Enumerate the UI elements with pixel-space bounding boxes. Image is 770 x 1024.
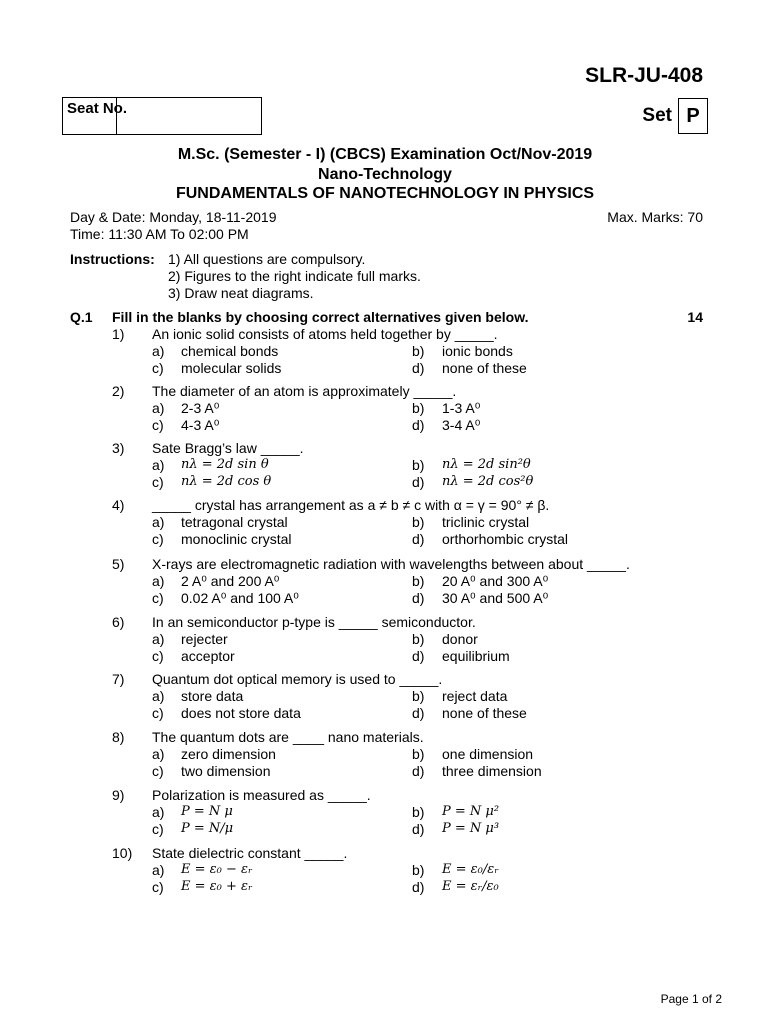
option-text: P = N/μ xyxy=(181,821,234,836)
option-letter: a) xyxy=(152,400,165,416)
page-footer: Page 1 of 2 xyxy=(660,992,722,1006)
option-text: tetragonal crystal xyxy=(181,514,288,530)
option-text: chemical bonds xyxy=(181,343,279,359)
question-text: An ionic solid consists of atoms held together by _____. xyxy=(152,326,498,342)
option-text: P = N μ³ xyxy=(442,821,500,836)
section-marks: 14 xyxy=(687,309,703,325)
option-letter: c) xyxy=(152,590,164,606)
option-letter: a) xyxy=(152,862,165,878)
option-letter: a) xyxy=(152,688,165,704)
instruction-3: 3) Draw neat diagrams. xyxy=(168,285,314,301)
option-letter: d) xyxy=(412,763,425,779)
instruction-1: 1) All questions are compulsory. xyxy=(168,251,366,267)
option-text: zero dimension xyxy=(181,746,276,762)
option-text: P = N μ xyxy=(181,804,233,819)
option-letter: d) xyxy=(412,648,425,664)
option-text: triclinic crystal xyxy=(442,514,530,530)
question-text: State dielectric constant _____. xyxy=(152,845,348,861)
option-text: one dimension xyxy=(442,746,534,762)
question-number: 2) xyxy=(112,383,125,399)
question-text: X-rays are electromagnetic radiation with wavelengths between about _____. xyxy=(152,556,630,572)
option-text: nλ = 2d sin θ xyxy=(181,457,269,472)
option-text: 2-3 A⁰ xyxy=(181,400,220,416)
option-letter: a) xyxy=(152,804,165,820)
option-text: E = ε₀ − εᵣ xyxy=(181,862,253,877)
section-title: Fill in the blanks by choosing correct alternatives given below. xyxy=(112,309,529,325)
option-text: none of these xyxy=(442,705,527,721)
set-label: Set xyxy=(642,105,672,126)
option-letter: c) xyxy=(152,360,164,376)
exam-title: M.Sc. (Semester - I) (CBCS) Examination Oct/Nov-2019 xyxy=(177,146,593,163)
option-letter: a) xyxy=(152,746,165,762)
question-text: Quantum dot optical memory is used to _____. xyxy=(152,671,443,687)
option-letter: b) xyxy=(412,688,425,704)
question-number: 1) xyxy=(112,326,125,342)
option-letter: d) xyxy=(412,705,425,721)
option-letter: a) xyxy=(152,514,165,530)
option-letter: d) xyxy=(412,879,425,895)
exam-time: Time: 11:30 AM To 02:00 PM xyxy=(70,226,249,242)
option-letter: c) xyxy=(152,821,164,837)
question-number: 8) xyxy=(112,729,125,745)
question-number: 6) xyxy=(112,614,125,630)
option-text: store data xyxy=(181,688,244,704)
option-letter: a) xyxy=(152,573,165,589)
option-letter: b) xyxy=(412,343,425,359)
option-text: nλ = 2d cos θ xyxy=(181,474,272,489)
option-text: 1-3 A⁰ xyxy=(442,400,481,416)
option-text: monoclinic crystal xyxy=(181,531,292,547)
option-text: equilibrium xyxy=(442,648,510,664)
option-text: three dimension xyxy=(442,763,542,779)
option-letter: c) xyxy=(152,474,164,490)
option-text: molecular solids xyxy=(181,360,282,376)
option-letter: c) xyxy=(152,763,164,779)
question-number: 7) xyxy=(112,671,125,687)
question-text: Polarization is measured as _____. xyxy=(152,787,371,803)
option-text: ionic bonds xyxy=(442,343,513,359)
option-letter: d) xyxy=(412,590,425,606)
option-letter: b) xyxy=(412,746,425,762)
question-number: 10) xyxy=(112,845,133,861)
option-letter: d) xyxy=(412,417,425,433)
instruction-2: 2) Figures to the right indicate full marks. xyxy=(168,268,421,284)
paper-code: SLR-JU-408 xyxy=(585,64,703,87)
max-marks: Max. Marks: 70 xyxy=(607,209,703,225)
question-text: In an semiconductor p-type is _____ semiconductor. xyxy=(152,614,476,630)
set-indicator xyxy=(642,98,708,134)
question-number: 4) xyxy=(112,497,125,513)
option-text: nλ = 2d cos²θ xyxy=(442,474,534,489)
option-letter: b) xyxy=(412,514,425,530)
question-text: The diameter of an atom is approximately _____. xyxy=(152,383,457,399)
option-text: 2 A⁰ and 200 A⁰ xyxy=(181,573,280,589)
option-letter: c) xyxy=(152,705,164,721)
seat-number-box xyxy=(62,97,262,135)
option-letter: b) xyxy=(412,400,425,416)
option-text: 4-3 A⁰ xyxy=(181,417,220,433)
option-letter: b) xyxy=(412,457,425,473)
seat-label: Seat No. xyxy=(63,98,117,134)
question-number: 9) xyxy=(112,787,125,803)
option-text: two dimension xyxy=(181,763,271,779)
option-text: donor xyxy=(442,631,478,647)
section-number: Q.1 xyxy=(70,309,93,325)
option-letter: b) xyxy=(412,573,425,589)
option-letter: b) xyxy=(412,862,425,878)
option-letter: a) xyxy=(152,457,165,473)
set-value: P xyxy=(678,98,708,134)
option-text: E = ε₀/εᵣ xyxy=(442,862,499,877)
option-text: orthorhombic crystal xyxy=(442,531,569,547)
seat-number-field xyxy=(117,98,261,134)
option-text: P = N μ² xyxy=(442,804,500,819)
option-letter: c) xyxy=(152,648,164,664)
option-text: rejecter xyxy=(181,631,228,647)
subject-title: Nano-Technology xyxy=(318,166,452,183)
option-text: E = ε₀ + εᵣ xyxy=(181,879,253,894)
day-date: Day & Date: Monday, 18-11-2019 xyxy=(70,209,277,225)
option-text: none of these xyxy=(442,360,527,376)
option-letter: b) xyxy=(412,631,425,647)
option-letter: c) xyxy=(152,879,164,895)
option-letter: d) xyxy=(412,360,425,376)
option-letter: a) xyxy=(152,631,165,647)
option-letter: b) xyxy=(412,804,425,820)
option-text: reject data xyxy=(442,688,508,704)
option-letter: d) xyxy=(412,821,425,837)
question-number: 5) xyxy=(112,556,125,572)
question-text: The quantum dots are ____ nano materials. xyxy=(152,729,424,745)
option-text: E = εᵣ/ε₀ xyxy=(442,879,499,894)
option-letter: d) xyxy=(412,531,425,547)
option-letter: d) xyxy=(412,474,425,490)
option-text: 0.02 A⁰ and 100 A⁰ xyxy=(181,590,299,606)
option-letter: c) xyxy=(152,531,164,547)
question-number: 3) xyxy=(112,440,125,456)
question-text: _____ crystal has arrangement as a ≠ b ≠ c with α = γ = 90° ≠ β. xyxy=(152,497,550,513)
option-text: 3-4 A⁰ xyxy=(442,417,481,433)
option-letter: c) xyxy=(152,417,164,433)
instructions-label: Instructions: xyxy=(70,251,155,267)
option-text: 30 A⁰ and 500 A⁰ xyxy=(442,590,549,606)
option-letter: a) xyxy=(152,343,165,359)
question-text: Sate Bragg’s law _____. xyxy=(152,440,304,456)
option-text: 20 A⁰ and 300 A⁰ xyxy=(442,573,549,589)
option-text: acceptor xyxy=(181,648,235,664)
option-text: nλ = 2d sin²θ xyxy=(442,457,531,472)
option-text: does not store data xyxy=(181,705,301,721)
paper-title: FUNDAMENTALS OF NANOTECHNOLOGY IN PHYSICS xyxy=(175,185,595,202)
